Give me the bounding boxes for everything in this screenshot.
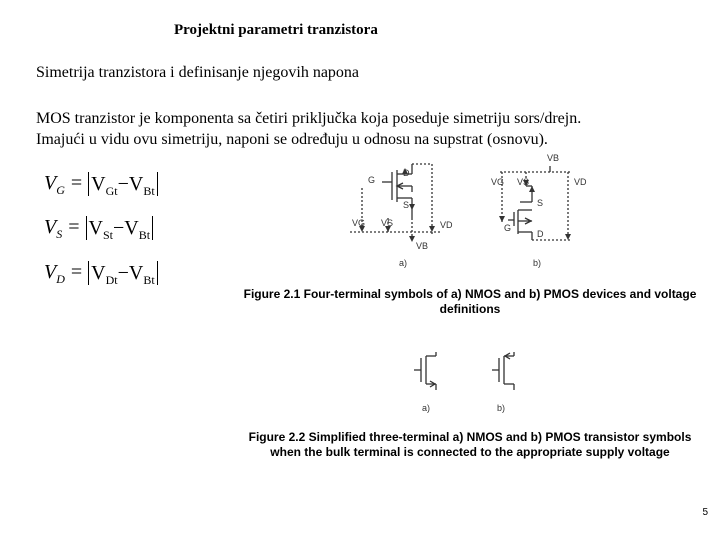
nmos-label-vb: VB xyxy=(416,241,429,251)
nmos-label-s: S xyxy=(403,200,410,210)
fig2-2-part-a: a) xyxy=(422,403,431,413)
equation-vs: $V_S = V_{St}-V_{Bt}$ xyxy=(44,216,153,242)
pmos-three-terminal-symbol xyxy=(486,350,526,395)
paragraph-line-1: MOS tranzistor je komponenta sa četiri priključka koja poseduje simetriju sors/drejn. xyxy=(36,110,582,127)
pmos-part-label: b) xyxy=(533,258,542,268)
page-title: Projektni parametri tranzistora xyxy=(174,22,378,38)
pmos-label-vs: VS xyxy=(517,177,530,187)
paragraph-line-2: Imajući u vidu ovu simetriju, naponi se određuju u odnosu na supstrat (osnovu). xyxy=(36,131,548,148)
nmos-label-vd: VD xyxy=(440,220,453,230)
pmos-label-g: G xyxy=(504,223,512,233)
pmos-label-vb: VB xyxy=(547,153,560,163)
nmos-part-label: a) xyxy=(399,258,408,268)
page-number: 5 xyxy=(702,507,708,518)
body-paragraph xyxy=(36,108,696,150)
nmos-label-vs: VS xyxy=(381,218,394,228)
fig2-2-part-b: b) xyxy=(497,403,506,413)
figure-2-2-caption: Figure 2.2 Simplified three-terminal a) NMOS and b) PMOS transistor symbols when the bulk terminal is connected to the appropriate supply voltage xyxy=(248,430,692,459)
equation-vd: $V_D = V_{Dt}-V_{Bt}$ xyxy=(44,261,158,287)
equation-vg: $V_G = V_{Gt}-V_{Bt}$ xyxy=(44,172,158,198)
pmos-label-vg: VG xyxy=(491,177,505,187)
pmos-label-d: D xyxy=(537,229,544,239)
nmos-label-vg: VG xyxy=(352,218,366,228)
section-subtitle: Simetrija tranzistora i definisanje njegovih napona xyxy=(36,64,360,81)
pmos-label-s: S xyxy=(537,198,544,208)
figure-2-1-caption: Figure 2.1 Four-terminal symbols of a) NMOS and b) PMOS devices and voltage definitions xyxy=(243,287,697,316)
pmos-label-vd: VD xyxy=(574,177,587,187)
pmos-four-terminal-symbol xyxy=(490,158,590,258)
nmos-label-g: G xyxy=(368,175,376,185)
nmos-three-terminal-symbol xyxy=(408,350,448,395)
nmos-label-d: D xyxy=(403,168,410,178)
